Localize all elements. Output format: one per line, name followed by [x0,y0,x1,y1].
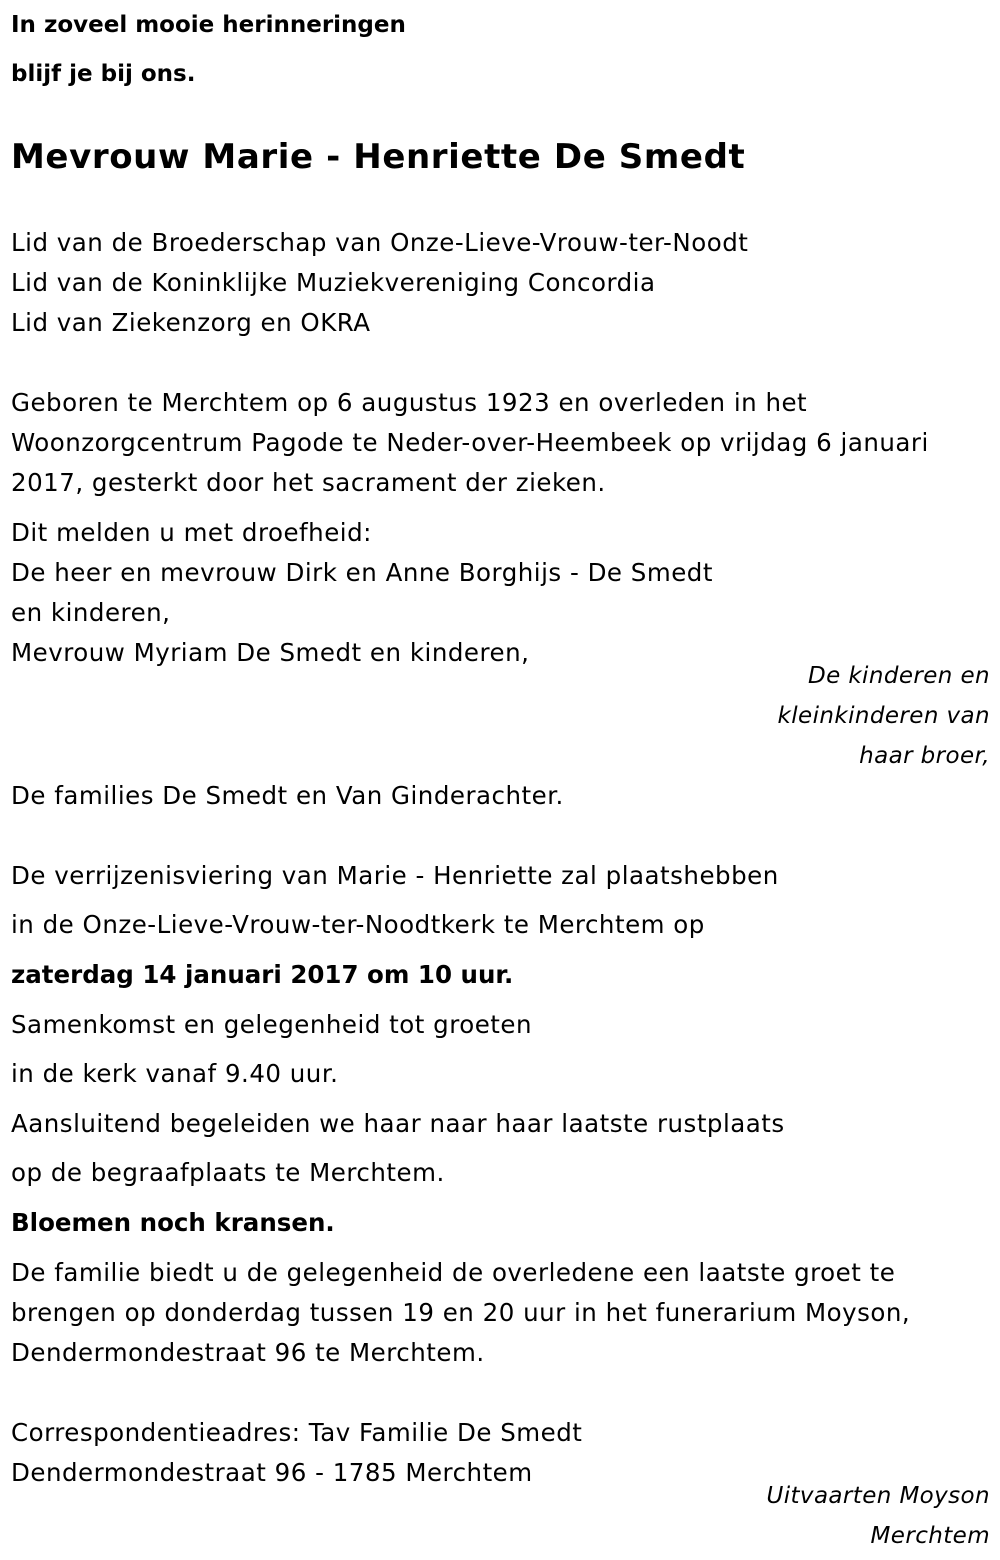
membership-line: Lid van Ziekenzorg en OKRA [11,308,371,337]
visitation-line: De familie biedt u de gelegenheid de overledene een laatste groet te [11,1258,896,1287]
visitation-line: Dendermondestraat 96 te Merchtem. [11,1338,485,1367]
gathering-line: op de begraafplaats te Merchtem. [11,1158,445,1187]
families: De families De Smedt en Van Ginderachter. [11,781,564,810]
gathering-line: Samenkomst en gelegenheid tot groeten [11,1010,533,1039]
motto-line: In zoveel mooie herinneringen [11,12,406,38]
visitation-line: brengen op donderdag tussen 19 en 20 uur in het funerarium Moyson, [11,1298,911,1327]
birth-death-line: Geboren te Merchtem op 6 augustus 1923 en overleden in het [11,388,808,417]
mourner-line: Mevrouw Myriam De Smedt en kinderen, [11,638,530,667]
mourner-right-line: kleinkinderen van [777,703,990,729]
correspondence-line: Dendermondestraat 96 - 1785 Merchtem [11,1458,533,1487]
undertaker-line: Merchtem [870,1523,990,1549]
gathering-line: Aansluitend begeleiden we haar naar haar laatste rustplaats [11,1109,785,1138]
mourner-right-line: De kinderen en [807,663,990,689]
gathering-line: in de kerk vanaf 9.40 uur. [11,1059,339,1088]
birth-death-line: 2017, gesterkt door het sacrament der zieken. [11,468,606,497]
birth-death-line: Woonzorgcentrum Pagode te Neder-over-Heembeek op vrijdag 6 januari [11,428,929,457]
membership-line: Lid van de Broederschap van Onze-Lieve-Vrouw-ter-Noodt [11,228,749,257]
mourner-line: en kinderen, [11,598,171,627]
service-line: in de Onze-Lieve-Vrouw-ter-Noodtkerk te Merchtem op [11,910,705,939]
mourner-line: De heer en mevrouw Dirk en Anne Borghijs - De Smedt [11,558,713,587]
mourner-right-line: haar broer, [859,743,990,769]
service-line: De verrijzenisviering van Marie - Henriette zal plaatshebben [11,861,779,890]
no-flowers: Bloemen noch kransen. [11,1208,335,1237]
correspondence-line: Correspondentieadres: Tav Familie De Smedt [11,1418,583,1447]
deceased-name: Mevrouw Marie - Henriette De Smedt [11,137,746,177]
service-date: zaterdag 14 januari 2017 om 10 uur. [11,960,514,989]
membership-line: Lid van de Koninklijke Muziekvereniging Concordia [11,268,656,297]
announcement-intro: Dit melden u met droefheid: [11,518,372,547]
undertaker-line: Uitvaarten Moyson [766,1483,990,1509]
motto-line: blijf je bij ons. [11,61,196,87]
